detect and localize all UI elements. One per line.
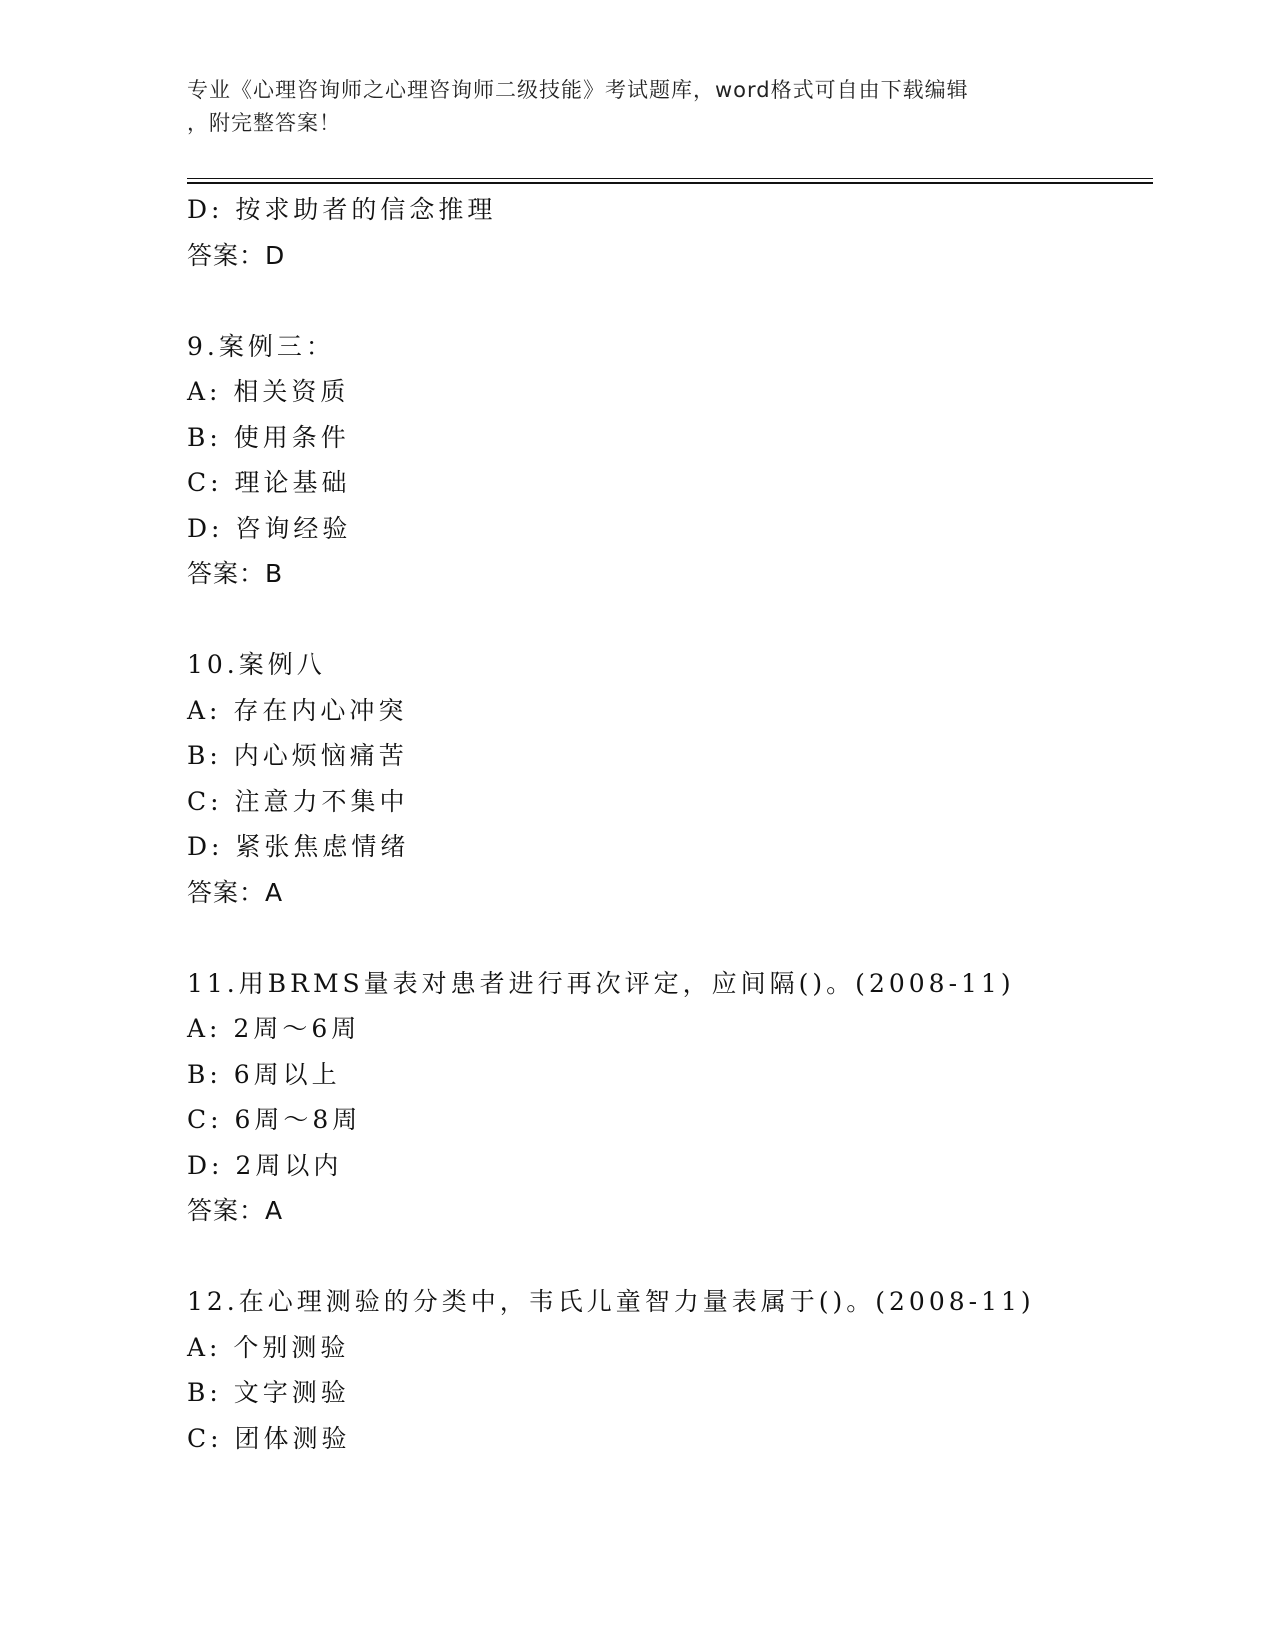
- question-list: [187, 187, 1147, 1461]
- option-a: A: 存在内心冲突: [187, 695, 408, 725]
- spacer: [187, 1234, 1147, 1280]
- option-b: B: 6周以上: [187, 1059, 341, 1089]
- question-stem: 11.用BRMS量表对患者进行再次评定，应间隔()。(2008-11): [187, 968, 1015, 998]
- option-c: C: 6周～8周: [187, 1105, 362, 1134]
- question-11: [187, 961, 1147, 1234]
- document-header: [187, 74, 1087, 140]
- answer-line: 答案：B: [187, 559, 284, 588]
- header-title-line2: ，附完整答案！: [187, 111, 341, 135]
- option-b: B: 使用条件: [187, 422, 350, 452]
- spacer: [187, 278, 1147, 324]
- option-c: C: 注意力不集中: [187, 786, 409, 816]
- option-d: D: 紧张焦虑情绪: [187, 832, 410, 861]
- option-d: D: 按求助者的信念推理: [187, 195, 497, 224]
- header-divider-thin: [187, 178, 1153, 179]
- question-9: [187, 324, 1147, 597]
- option-d: D: 咨询经验: [187, 513, 352, 543]
- option-a: A: 相关资质: [187, 377, 350, 406]
- answer-line: 答案：D: [187, 240, 286, 270]
- answer-line: 答案：A: [187, 1196, 284, 1225]
- option-b: B: 内心烦恼痛苦: [187, 741, 408, 770]
- option-d: D: 2周以内: [187, 1150, 343, 1180]
- question-stem: 10.案例八: [187, 650, 326, 679]
- question-10: [187, 642, 1147, 915]
- option-a: A: 个别测验: [187, 1332, 350, 1362]
- option-c: C: 团体测验: [187, 1423, 351, 1453]
- option-a: A: 2周～6周: [187, 1014, 361, 1043]
- header-divider-thick: [187, 182, 1153, 184]
- spacer: [187, 915, 1147, 961]
- option-c: C: 理论基础: [187, 468, 351, 497]
- spacer: [187, 597, 1147, 643]
- option-b: B: 文字测验: [187, 1378, 350, 1407]
- answer-line: 答案：A: [187, 877, 284, 907]
- header-title-line1: 专业《心理咨询师之心理咨询师二级技能》考试题库，word格式可自由下载编辑: [187, 78, 969, 102]
- previous-question-tail: [187, 187, 1147, 278]
- question-stem: 9.案例三：: [187, 331, 335, 361]
- question-stem: 12.在心理测验的分类中，韦氏儿童智力量表属于()。(2008-11): [187, 1287, 1035, 1316]
- question-12: [187, 1279, 1147, 1461]
